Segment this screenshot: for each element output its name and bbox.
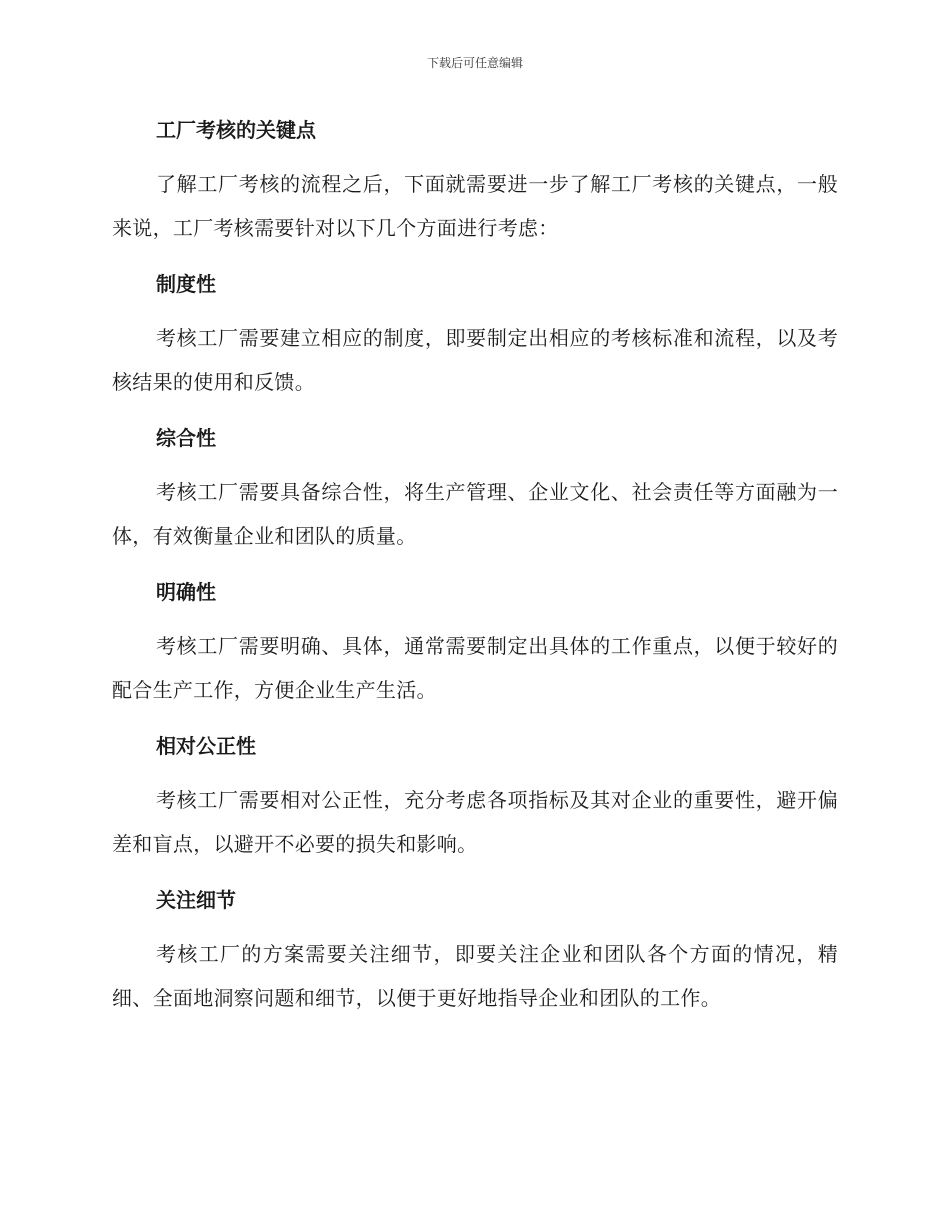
section-comprehensive bbox=[112, 420, 838, 558]
section-heading: 综合性 bbox=[156, 426, 216, 450]
page-header-note: 下载后可任意编辑 bbox=[426, 56, 523, 70]
document-title: 工厂考核的关键点 bbox=[156, 118, 316, 142]
section-heading: 明确性 bbox=[156, 580, 216, 604]
section-paragraph: 考核工厂需要具备综合性，将生产管理、企业文化、社会责任等方面融为一体，有效衡量企业和团队的质量。 bbox=[112, 480, 838, 548]
section-institutional bbox=[112, 266, 838, 404]
section-paragraph: 考核工厂需要明确、具体，通常需要制定出具体的工作重点，以便于较好的配合生产工作，方便企业生产生活。 bbox=[112, 634, 838, 702]
section-clarity bbox=[112, 574, 838, 712]
section-paragraph: 考核工厂需要相对公正性，充分考虑各项指标及其对企业的重要性，避开偏差和盲点，以避开不必要的损失和影响。 bbox=[112, 788, 838, 856]
intro-paragraph: 了解工厂考核的流程之后，下面就需要进一步了解工厂考核的关键点，一般来说，工厂考核需要针对以下几个方面进行考虑： bbox=[112, 172, 838, 240]
section-paragraph: 考核工厂的方案需要关注细节，即要关注企业和团队各个方面的情况，精细、全面地洞察问题和细节，以便于更好地指导企业和团队的工作。 bbox=[112, 942, 838, 1010]
section-fairness bbox=[112, 728, 838, 866]
document-body bbox=[112, 112, 838, 1036]
section-details bbox=[112, 882, 838, 1020]
section-heading: 关注细节 bbox=[156, 888, 236, 912]
section-heading: 制度性 bbox=[156, 272, 216, 296]
section-paragraph: 考核工厂需要建立相应的制度，即要制定出相应的考核标准和流程，以及考核结果的使用和反馈。 bbox=[112, 326, 838, 394]
section-heading: 相对公正性 bbox=[156, 734, 256, 758]
